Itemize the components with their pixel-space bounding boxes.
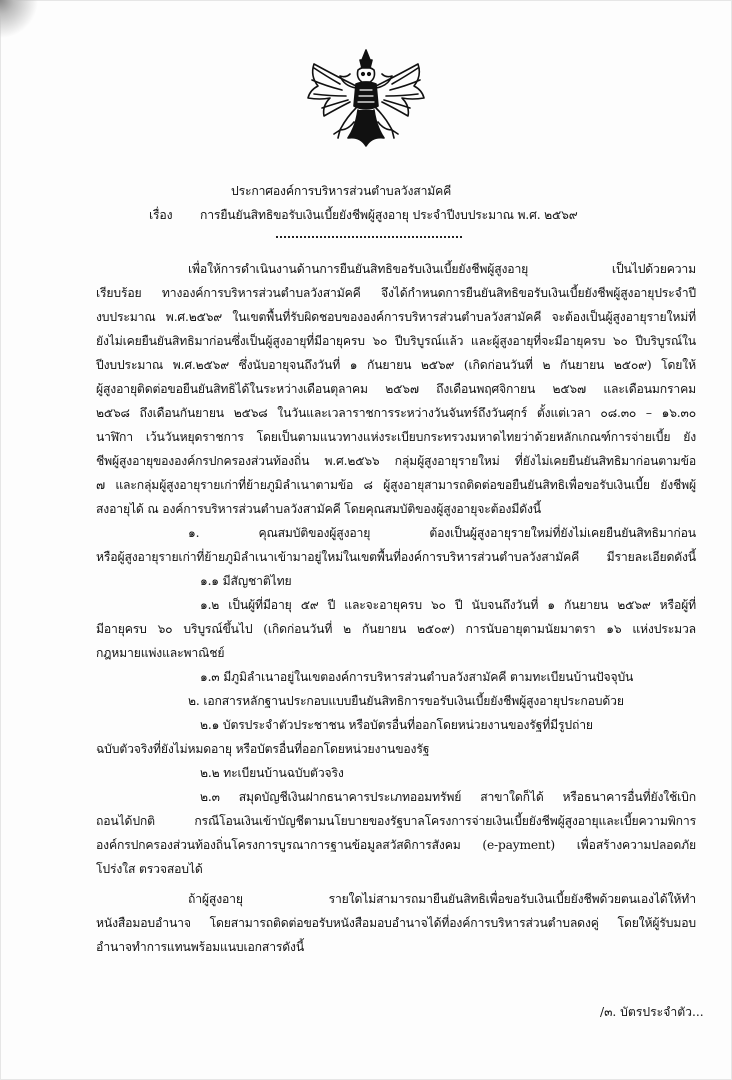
body-line: เรียบร้อย ทางองค์การบริหารส่วนตำบลวังสามัคคี จึงได้กำหนดการยืนยันสิทธิขอรับเงินเบี้ยยังชีพผู้สูงอายุประจำปี [96, 286, 696, 300]
body-line: ๗ และกลุ่มผู้สูงอายุรายเก่าที่ย้ายภูมิลำเนาตามข้อ ๘ ผู้สูงอายุสามารถติดต่อขอยืนยันสิทธิเพื่อขอรับเงินเบี้ย ยังชีพผู้ [96, 478, 696, 492]
body-line: องค์กรปกครองส่วนท้องถิ่นโครงการบูรณาการฐานข้อมูลสวัสดิการสังคม (e-payment) เพื่อสร้างความปลอดภัย [96, 838, 696, 852]
body-line: สงอายุได้ ณ องค์การบริหารส่วนตำบลวังสามัคคี โดยคุณสมบัติของผู้สูงอายุจะต้องมีดังนี้ [96, 502, 541, 516]
subject-label: เรื่อง [149, 208, 173, 222]
dotted-separator [276, 236, 462, 238]
body-line: ยังไม่เคยยืนยันสิทธิมาก่อนซึ่งเป็นผู้สูงอายุที่มีอายุครบ ๖๐ ปีบริบูรณ์แล้ว และผู้สูงอายุที่จะมีอายุครบ ๖๐ ปีบริบูรณ์ใน [96, 334, 696, 348]
item-2-2: ๒.๒ ทะเบียนบ้านฉบับตัวจริง [200, 766, 344, 780]
body-line: ชีพผู้สูงอายุขององค์กรปกครองส่วนท้องถิ่น พ.ศ.๒๕๖๖ กลุ่มผู้สูงอายุรายใหม่ ที่ยังไม่เคยยืนยันสิทธิมาก่อนตามข้อ [96, 454, 696, 468]
subject-text: การยืนยันสิทธิขอรับเงินเบี้ยยังชีพผู้สูงอายุ ประจำปีงบประมาณ พ.ศ. ๒๕๖๙ [200, 208, 578, 222]
body-line: โปร่งใส ตรวจสอบได้ [96, 862, 203, 876]
continuation-note: /๓. บัตรประจำตัว... [600, 1005, 704, 1019]
garuda-emblem-icon [300, 46, 432, 154]
body-line: อำนาจทำการแทนพร้อมแนบเอกสารดังนี้ [96, 940, 305, 954]
body-line: หรือผู้สูงอายุรายเก่าที่ย้ายภูมิลำเนาเข้ามาอยู่ใหม่ในเขตพื้นที่องค์การบริหารส่วนตำบลวังสามัคคี มีรายละเอียดดังนี้ [96, 550, 696, 564]
item-2-heading: ๒. เอกสารหลักฐานประกอบแบบยืนยันสิทธิการขอรับเงินเบี้ยยังชีพผู้สูงอายุประกอบด้วย [188, 694, 624, 708]
body-line: ปีงบประมาณ พ.ศ.๒๕๖๙ ซึ่งนับอายุจนถึงวันที่ ๑ กันยายน ๒๕๖๙ (เกิดก่อนวันที่ ๒ กันยายน ๒๕๐๙) โดยให้ [96, 358, 696, 372]
body-line: ผู้สูงอายุติดต่อขอยืนยันสิทธิได้ในระหว่างเดือนตุลาคม ๒๕๖๗ ถึงเดือนพฤศจิกายน ๒๕๖๗ และเดือนมกราคม [96, 382, 696, 396]
item-1-1: ๑.๑ มีสัญชาติไทย [200, 574, 292, 588]
body-line: ๒๕๖๘ ถึงเดือนกันยายน ๒๕๖๘ ในวันและเวลาราชการระหว่างวันจันทร์ถึงวันศุกร์ ตั้งแต่เวลา ๐๘.๓๐ – ๑๖.๓๐ [96, 406, 696, 420]
body-line: ถ้าผู้สูงอายุ รายใดไม่สามารถมายืนยันสิทธิเพื่อขอรับเงินเบี้ยยังชีพด้วยตนเองได้ให้ทำ [188, 892, 696, 906]
item-1-2: ๑.๒ เป็นผู้ที่มีอายุ ๕๙ ปี และจะอายุครบ ๖๐ ปี นับจนถึงวันที่ ๑ กันยายน ๒๕๖๙ หรือผู้ที่ [200, 598, 696, 612]
body-line: ฉบับตัวจริงที่ยังไม่หมดอายุ หรือบัตรอื่นที่ออกโดยหน่วยงานของรัฐ [96, 742, 430, 756]
body-line: หนังสือมอบอำนาจ โดยสามารถติดต่อขอรับหนังสือมอบอำนาจได้ที่องค์การบริหารส่วนตำบลดงคู่ โดยให้ผู้รับมอบ [96, 916, 696, 930]
item-2-3: ๒.๓ สมุดบัญชีเงินฝากธนาคารประเภทออมทรัพย์ สาขาใดก็ได้ หรือธนาคารอื่นที่ยังใช้เบิก [200, 790, 696, 804]
body-line: มีอายุครบ ๖๐ บริบูรณ์ขึ้นไป (เกิดก่อนวันที่ ๒ กันยายน ๒๕๐๙) การนับอายุตามนัยมาตรา ๑๖ แห่งประมวล [96, 622, 696, 636]
body-line: นาฬิกา เว้นวันหยุดราชการ โดยเป็นตามแนวทางแห่งระเบียบกระทรวงมหาดไทยว่าด้วยหลักเกณฑ์การจ่ายเบี้ย ยัง [96, 430, 696, 444]
body-line: งบประมาณ พ.ศ.๒๕๖๙ ในเขตพื้นที่รับผิดชอบขององค์การบริหารส่วนตำบลวังสามัคคี จะต้องเป็นผู้สูงอายุรายใหม่ที่ [96, 310, 696, 324]
body-line: กฎหมายแพ่งและพาณิชย์ [96, 646, 225, 660]
item-2-1: ๒.๑ บัตรประจำตัวประชาชน หรือบัตรอื่นที่ออกโดยหน่วยงานของรัฐที่มีรูปถ่าย [200, 718, 593, 732]
item-1-heading: ๑. คุณสมบัติของผู้สูงอายุ ต้องเป็นผู้สูงอายุรายใหม่ที่ยังไม่เคยยืนยันสิทธิมาก่อน [188, 526, 696, 540]
item-1-3: ๑.๓ มีภูมิลำเนาอยู่ในเขตองค์การบริหารส่วนตำบลวังสามัคคี ตามทะเบียนบ้านปัจจุบัน [200, 670, 634, 684]
body-line: เพื่อให้การดำเนินงานด้านการยืนยันสิทธิขอรับเงินเบี้ยยังชีพผู้สูงอายุ เป็นไปด้วยความ [188, 262, 696, 276]
body-line: ถอนได้ปกติ กรณีโอนเงินเข้าบัญชีตามนโยบายของรัฐบาลโครงการจ่ายเงินเบี้ยยังชีพผู้สูงอายุและเบี้ยความพิการ [96, 814, 696, 828]
scan-shadow [0, 0, 40, 40]
announcement-title: ประกาศองค์การบริหารส่วนตำบลวังสามัคคี [231, 184, 452, 198]
